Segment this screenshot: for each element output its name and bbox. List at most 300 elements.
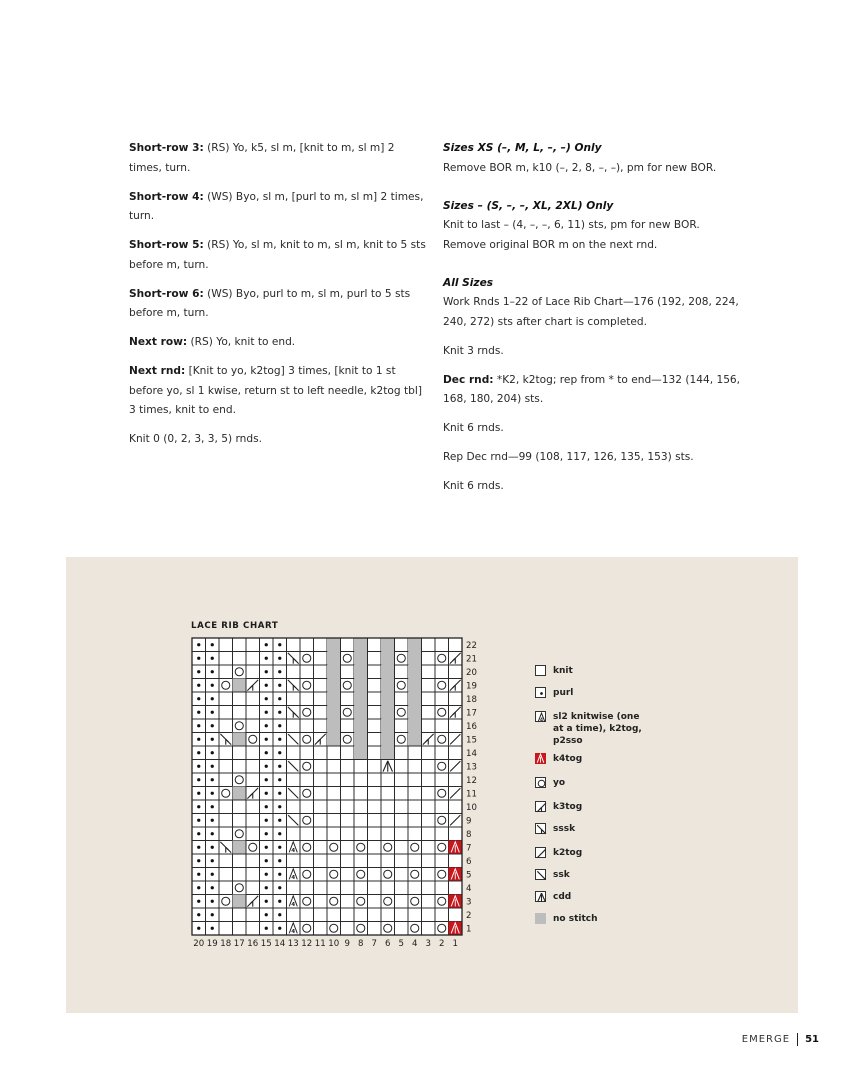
- chart-cell-yo: [233, 881, 247, 895]
- chart-cell-knit: [233, 814, 247, 828]
- chart-cell-knit: [314, 679, 328, 693]
- chart-cell-knit: [449, 638, 463, 652]
- chart-cell-knit: [341, 895, 355, 909]
- chart-cell-knit: [449, 908, 463, 922]
- chart-cell-purl: [260, 733, 274, 747]
- chart-cell-purl: [273, 692, 287, 706]
- chart-cell-purl: [206, 881, 220, 895]
- row-label: 11: [466, 789, 477, 800]
- legend-item-sssk: [535, 823, 643, 835]
- chart-cell-no-stitch: [327, 638, 341, 652]
- chart-cell-k3tog: [246, 895, 260, 909]
- column-label: 5: [398, 939, 404, 949]
- chart-cell-knit: [435, 881, 449, 895]
- chart-cell-knit: [327, 787, 341, 801]
- chart-cell-yo: [219, 787, 233, 801]
- column-label: 18: [220, 939, 232, 949]
- chart-cell-purl: [192, 706, 206, 720]
- chart-cell-knit: [354, 854, 368, 868]
- instructions-right-column: [443, 139, 743, 506]
- chart-cell-k3tog: [449, 679, 463, 693]
- chart-cell-knit: [435, 827, 449, 841]
- chart-cell-knit: [368, 814, 382, 828]
- instruction-work-chart: Work Rnds 1–22 of Lace Rib Chart—176 (192, 208, 224, 240, 272) sts after chart is completed.: [443, 296, 739, 328]
- chart-cell-no-stitch: [381, 652, 395, 666]
- chart-cell-sssk: [219, 733, 233, 747]
- chart-cell-knit: [408, 787, 422, 801]
- chart-cell-yo: [300, 895, 314, 909]
- section-heading-sizes-s: Sizes – (S, –, –, XL, 2XL) Only: [443, 199, 614, 212]
- page-footer: [742, 1033, 819, 1046]
- chart-cell-knit: [314, 652, 328, 666]
- chart-cell-purl: [273, 854, 287, 868]
- chart-cell-ssk: [287, 814, 301, 828]
- chart-cell-knit: [422, 814, 436, 828]
- chart-cell-yo: [408, 922, 422, 936]
- chart-cell-knit: [300, 881, 314, 895]
- row-label: 21: [466, 654, 477, 665]
- chart-cell-knit: [368, 881, 382, 895]
- legend-label: sssk: [553, 824, 576, 834]
- chart-cell-no-stitch: [408, 679, 422, 693]
- chart-cell-yo: [435, 760, 449, 774]
- row-label: 12: [466, 776, 477, 787]
- chart-cell-k4tog: [449, 868, 463, 882]
- legend-item-purl: [535, 687, 643, 699]
- row-label: 18: [466, 695, 477, 706]
- chart-cell-knit: [354, 908, 368, 922]
- chart-cell-k3tog: [449, 652, 463, 666]
- chart-cell-knit: [435, 773, 449, 787]
- chart-cell-k3tog: [314, 733, 328, 747]
- chart-cell-knit: [341, 665, 355, 679]
- chart-cell-knit: [287, 665, 301, 679]
- chart-cell-knit: [368, 922, 382, 936]
- chart-row: [192, 665, 462, 679]
- legend-item-k3tog: [535, 801, 643, 813]
- legend-label: knit: [553, 666, 573, 676]
- chart-cell-yo: [395, 652, 409, 666]
- chart-cell-purl: [260, 868, 274, 882]
- chart-cell-purl: [192, 895, 206, 909]
- chart-cell-knit: [287, 908, 301, 922]
- chart-cell-knit: [219, 706, 233, 720]
- chart-cell-yo: [341, 652, 355, 666]
- chart-cell-knit: [246, 719, 260, 733]
- chart-cell-ssk: [287, 787, 301, 801]
- chart-cell-knit: [219, 881, 233, 895]
- chart-cell-knit: [219, 665, 233, 679]
- chart-cell-no-stitch: [327, 692, 341, 706]
- chart-cell-knit: [368, 638, 382, 652]
- instruction-dec-rnd: Dec rnd: *K2, k2tog; rep from * to end—132 (144, 156, 168, 180, 204) sts.: [443, 373, 741, 405]
- chart-cell-no-stitch: [354, 679, 368, 693]
- chart-cell-purl: [192, 854, 206, 868]
- chart-cell-no-stitch: [354, 706, 368, 720]
- chart-cell-yo: [395, 706, 409, 720]
- chart-cell-knit: [381, 908, 395, 922]
- chart-cell-knit: [246, 652, 260, 666]
- chart-cell-purl: [273, 868, 287, 882]
- chart-cell-sl2-k2tog-p2sso: [287, 922, 301, 936]
- chart-cell-knit: [354, 760, 368, 774]
- chart-cell-k4tog: [449, 922, 463, 936]
- instruction-next-rnd: Next rnd: [Knit to yo, k2tog] 3 times, [knit to 1 st before yo, sl 1 kwise, return st to left needle, k2tog tbl] 3 times, knit to end.: [129, 365, 422, 416]
- chart-cell-knit: [219, 760, 233, 774]
- chart-cell-knit: [327, 814, 341, 828]
- chart-cell-knit: [435, 638, 449, 652]
- chart-cell-knit: [327, 827, 341, 841]
- chart-cell-yo: [300, 787, 314, 801]
- chart-cell-purl: [206, 854, 220, 868]
- chart-cell-knit: [314, 692, 328, 706]
- chart-cell-yo: [435, 814, 449, 828]
- chart-row: [192, 908, 462, 922]
- chart-cell-no-stitch: [381, 746, 395, 760]
- chart-row: [192, 706, 462, 720]
- column-label: 1: [452, 939, 458, 949]
- k3tog-symbol-icon: [535, 801, 546, 812]
- chart-row: [192, 787, 462, 801]
- chart-cell-sssk: [219, 841, 233, 855]
- chart-cell-sssk: [287, 679, 301, 693]
- chart-cell-knit: [327, 908, 341, 922]
- chart-cell-no-stitch: [327, 652, 341, 666]
- chart-cell-knit: [314, 908, 328, 922]
- chart-cell-knit: [300, 665, 314, 679]
- chart-cell-purl: [192, 773, 206, 787]
- chart-cell-knit: [368, 706, 382, 720]
- chart-cell-knit: [422, 908, 436, 922]
- chart-cell-knit: [408, 800, 422, 814]
- chart-cell-knit: [246, 638, 260, 652]
- chart-cell-knit: [354, 881, 368, 895]
- chart-cell-purl: [192, 760, 206, 774]
- svg-text:4: 4: [291, 847, 296, 854]
- chart-cell-purl: [273, 787, 287, 801]
- chart-cell-purl: [273, 814, 287, 828]
- chart-cell-sl2-k2tog-p2sso: [287, 895, 301, 909]
- chart-cell-no-stitch: [408, 719, 422, 733]
- chart-cell-knit: [287, 638, 301, 652]
- chart-cell-no-stitch: [233, 895, 247, 909]
- chart-cell-yo: [354, 868, 368, 882]
- chart-cell-yo: [435, 679, 449, 693]
- legend-label: k3tog: [553, 802, 583, 812]
- chart-row: [192, 800, 462, 814]
- chart-cell-yo: [327, 895, 341, 909]
- chart-cell-purl: [260, 638, 274, 652]
- chart-cell-knit: [287, 719, 301, 733]
- chart-cell-no-stitch: [327, 679, 341, 693]
- chart-cell-knit: [422, 638, 436, 652]
- chart-row: [192, 719, 462, 733]
- chart-cell-knit: [341, 787, 355, 801]
- chart-cell-purl: [192, 868, 206, 882]
- chart-cell-knit: [314, 665, 328, 679]
- legend-label: k2tog: [553, 848, 583, 858]
- chart-cell-knit: [395, 841, 409, 855]
- chart-cell-purl: [192, 908, 206, 922]
- chart-cell-knit: [233, 652, 247, 666]
- chart-cell-knit: [422, 922, 436, 936]
- legend-label: ssk: [553, 870, 570, 880]
- chart-cell-yo: [327, 841, 341, 855]
- column-label: 20: [193, 939, 205, 949]
- chart-cell-knit: [395, 638, 409, 652]
- chart-row: [192, 773, 462, 787]
- chart-cell-no-stitch: [381, 679, 395, 693]
- chart-row: [192, 841, 462, 855]
- chart-cell-knit: [219, 692, 233, 706]
- chart-cell-knit: [246, 814, 260, 828]
- chart-cell-knit: [368, 760, 382, 774]
- chart-cell-knit: [408, 908, 422, 922]
- chart-cell-knit: [368, 908, 382, 922]
- chart-cell-knit: [219, 814, 233, 828]
- chart-cell-knit: [422, 665, 436, 679]
- chart-cell-purl: [192, 719, 206, 733]
- k2tog-symbol-icon: [535, 847, 546, 858]
- chart-cell-knit: [300, 692, 314, 706]
- chart-cell-k3tog: [246, 679, 260, 693]
- chart-cell-knit: [314, 706, 328, 720]
- chart-cell-purl: [260, 746, 274, 760]
- column-label: 8: [358, 939, 364, 949]
- chart-cell-purl: [260, 719, 274, 733]
- chart-cell-purl: [273, 827, 287, 841]
- k4tog-symbol-icon: [535, 753, 546, 764]
- chart-cell-purl: [260, 706, 274, 720]
- column-label: 11: [314, 939, 326, 949]
- chart-cell-no-stitch: [381, 706, 395, 720]
- chart-cell-yo: [219, 679, 233, 693]
- chart-cell-purl: [260, 787, 274, 801]
- chart-cell-knit: [368, 868, 382, 882]
- chart-cell-knit: [341, 868, 355, 882]
- row-label: 2: [466, 911, 472, 922]
- chart-cell-purl: [273, 908, 287, 922]
- chart-cell-knit: [395, 868, 409, 882]
- chart-cell-knit: [368, 733, 382, 747]
- column-label: 13: [287, 939, 299, 949]
- lace-rib-chart: [186, 632, 486, 952]
- chart-cell-knit: [233, 638, 247, 652]
- chart-cell-purl: [206, 733, 220, 747]
- chart-cell-knit: [300, 719, 314, 733]
- chart-cell-knit: [408, 854, 422, 868]
- chart-cell-k4tog: [449, 841, 463, 855]
- instruction-sizes-xs: Remove BOR m, k10 (–, 2, 8, –, –), pm for new BOR.: [443, 161, 717, 174]
- chart-cell-knit: [422, 895, 436, 909]
- no-stitch-symbol-icon: [535, 913, 546, 924]
- chart-cell-knit: [219, 827, 233, 841]
- chart-cell-purl: [273, 895, 287, 909]
- chart-row: [192, 652, 462, 666]
- chart-cell-knit: [287, 746, 301, 760]
- chart-cell-knit: [327, 773, 341, 787]
- chart-cell-no-stitch: [354, 692, 368, 706]
- column-label: 12: [301, 939, 313, 949]
- instruction-rep-dec: Rep Dec rnd—99 (108, 117, 126, 135, 153) sts.: [443, 451, 694, 463]
- chart-cell-purl: [273, 665, 287, 679]
- chart-cell-yo: [300, 733, 314, 747]
- chart-cell-purl: [192, 665, 206, 679]
- chart-cell-knit: [354, 827, 368, 841]
- chart-cell-purl: [206, 827, 220, 841]
- chart-cell-purl: [273, 679, 287, 693]
- row-label: 15: [466, 735, 477, 746]
- chart-cell-yo: [233, 719, 247, 733]
- chart-cell-no-stitch: [354, 746, 368, 760]
- chart-cell-yo: [435, 841, 449, 855]
- chart-cell-knit: [422, 827, 436, 841]
- chart-cell-knit: [449, 719, 463, 733]
- chart-cell-yo: [219, 895, 233, 909]
- chart-cell-knit: [395, 881, 409, 895]
- chart-cell-knit: [368, 652, 382, 666]
- chart-cell-knit: [314, 827, 328, 841]
- chart-cell-no-stitch: [408, 665, 422, 679]
- chart-cell-knit: [368, 895, 382, 909]
- chart-cell-knit: [422, 746, 436, 760]
- chart-cell-knit: [287, 800, 301, 814]
- chart-cell-purl: [192, 841, 206, 855]
- chart-cell-knit: [314, 895, 328, 909]
- chart-row: [192, 868, 462, 882]
- chart-cell-purl: [260, 652, 274, 666]
- chart-cell-knit: [314, 800, 328, 814]
- chart-cell-knit: [368, 665, 382, 679]
- chart-cell-purl: [192, 638, 206, 652]
- chart-cell-knit: [395, 692, 409, 706]
- svg-text:4: 4: [539, 718, 544, 723]
- chart-cell-purl: [206, 746, 220, 760]
- legend-label: no stitch: [553, 914, 598, 924]
- chart-cell-knit: [435, 665, 449, 679]
- chart-cell-purl: [260, 760, 274, 774]
- chart-cell-knit: [422, 652, 436, 666]
- chart-cell-knit: [233, 908, 247, 922]
- chart-cell-knit: [354, 787, 368, 801]
- chart-cell-purl: [206, 760, 220, 774]
- chart-cell-knit: [422, 800, 436, 814]
- chart-cell-knit: [341, 922, 355, 936]
- chart-cell-knit: [341, 881, 355, 895]
- chart-cell-purl: [192, 881, 206, 895]
- chart-cell-yo: [381, 841, 395, 855]
- knit-symbol-icon: [535, 665, 546, 676]
- chart-cell-knit: [395, 922, 409, 936]
- chart-row: [192, 814, 462, 828]
- chart-cell-yo: [341, 679, 355, 693]
- chart-cell-no-stitch: [381, 719, 395, 733]
- chart-cell-purl: [192, 652, 206, 666]
- chart-cell-knit: [422, 760, 436, 774]
- chart-cell-knit: [435, 719, 449, 733]
- chart-cell-knit: [287, 827, 301, 841]
- chart-cell-knit: [449, 692, 463, 706]
- chart-cell-knit: [422, 854, 436, 868]
- chart-cell-purl: [273, 719, 287, 733]
- chart-cell-k2tog: [449, 760, 463, 774]
- instruction-short-row-6: Short-row 6: (WS) Byo, purl to m, sl m, purl to 5 sts before m, turn.: [129, 287, 411, 319]
- chart-cell-yo: [354, 895, 368, 909]
- chart-cell-knit: [314, 719, 328, 733]
- chart-cell-k3tog: [246, 787, 260, 801]
- instruction-knit-rnds: Knit 0 (0, 2, 3, 3, 5) rnds.: [129, 433, 263, 445]
- chart-cell-yo: [300, 922, 314, 936]
- section-heading-all-sizes: All Sizes: [443, 276, 494, 289]
- row-label: 22: [466, 641, 477, 652]
- chart-cell-knit: [449, 665, 463, 679]
- chart-cell-knit: [422, 868, 436, 882]
- chart-cell-knit: [341, 746, 355, 760]
- chart-cell-no-stitch: [233, 787, 247, 801]
- row-label: 17: [466, 708, 477, 719]
- chart-cell-knit: [314, 881, 328, 895]
- chart-cell-yo: [354, 922, 368, 936]
- chart-cell-purl: [273, 773, 287, 787]
- chart-cell-purl: [273, 881, 287, 895]
- chart-cell-knit: [246, 706, 260, 720]
- chart-cell-purl: [273, 841, 287, 855]
- chart-cell-purl: [273, 638, 287, 652]
- row-label: 1: [466, 924, 472, 935]
- chart-cell-knit: [341, 814, 355, 828]
- chart-cell-k2tog: [449, 814, 463, 828]
- chart-cell-no-stitch: [354, 665, 368, 679]
- chart-cell-sl2-k2tog-p2sso: [287, 868, 301, 882]
- chart-cell-purl: [260, 895, 274, 909]
- chart-cell-purl: [273, 706, 287, 720]
- chart-cell-yo: [300, 841, 314, 855]
- chart-cell-purl: [260, 841, 274, 855]
- chart-cell-purl: [260, 881, 274, 895]
- chart-cell-knit: [300, 854, 314, 868]
- chart-cell-no-stitch: [233, 841, 247, 855]
- chart-cell-knit: [341, 760, 355, 774]
- chart-cell-knit: [219, 773, 233, 787]
- chart-cell-purl: [206, 922, 220, 936]
- chart-row: [192, 895, 462, 909]
- legend-label: k4tog: [553, 754, 583, 764]
- chart-cell-knit: [449, 881, 463, 895]
- chart-cell-yo: [233, 665, 247, 679]
- legend-label: purl: [553, 688, 574, 698]
- row-label: 6: [466, 857, 472, 868]
- chart-cell-no-stitch: [381, 638, 395, 652]
- chart-cell-purl: [206, 787, 220, 801]
- chart-cell-yo: [395, 733, 409, 747]
- chart-cell-knit: [219, 908, 233, 922]
- chart-cell-no-stitch: [327, 706, 341, 720]
- chart-cell-knit: [395, 895, 409, 909]
- chart-cell-knit: [287, 881, 301, 895]
- chart-cell-no-stitch: [327, 719, 341, 733]
- instruction-short-row-4: Short-row 4: (WS) Byo, sl m, [purl to m, sl m] 2 times, turn.: [129, 190, 424, 222]
- row-label: 7: [466, 843, 472, 854]
- chart-cell-k4tog: [449, 895, 463, 909]
- chart-cell-knit: [381, 773, 395, 787]
- chart-cell-knit: [354, 800, 368, 814]
- chart-cell-knit: [368, 800, 382, 814]
- chart-title: LACE RIB CHART: [191, 621, 279, 631]
- chart-cell-knit: [327, 746, 341, 760]
- row-label: 5: [466, 870, 472, 881]
- chart-cell-yo: [300, 706, 314, 720]
- column-label: 2: [439, 939, 445, 949]
